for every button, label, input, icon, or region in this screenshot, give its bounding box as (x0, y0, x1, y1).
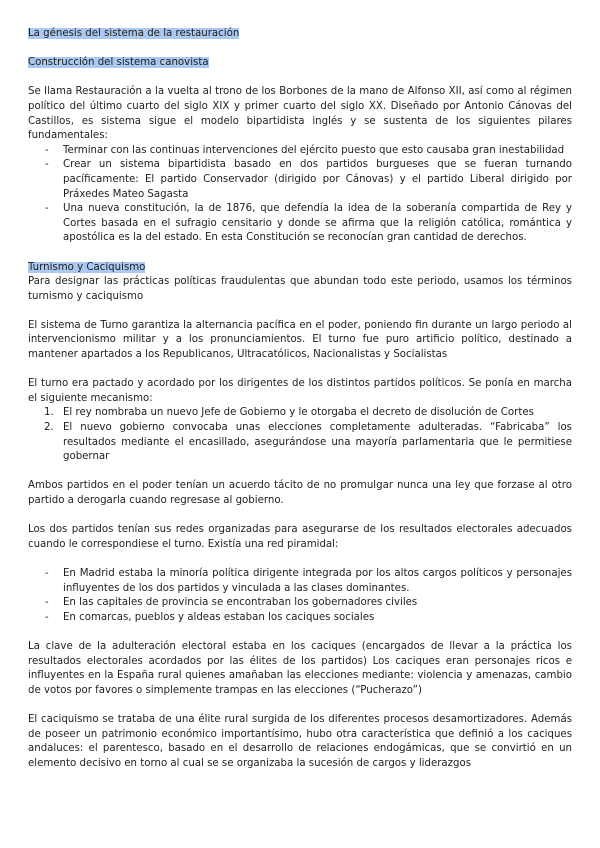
section-heading-turnismo: Turnismo y Caciquismo (28, 261, 146, 273)
list-item: - Crear un sistema bipartidista basado en dos partidos burgueses que se fueran turnando pacíficamente: El partido Conservador (dirigido por Cánovas) y el partido Liberal dirigido por Práxedes Mateo Sagasta (45, 159, 572, 200)
dash-marker: - (45, 567, 49, 579)
mechanism-list (28, 406, 572, 464)
list-item: - En las capitales de provincia se encontraban los gobernadores civiles (28, 596, 572, 611)
paragraph: Los dos partidos tenían sus redes organizadas para asegurarse de los resultados electorales adecuados cuando le correspondiese el turno. Existía una red piramidal: (28, 524, 572, 550)
dash-marker: - (45, 159, 49, 171)
list-item: 1. El rey nombraba un nuevo Jefe de Gobierno y le otorgaba el decreto de disolución de Cortes (28, 406, 572, 421)
paragraph-intro: Se llama Restauración a la vuelta al trono de los Borbones de la mano de Alfonso XII, así como al régimen político del último cuarto del siglo XIX y primer cuarto del siglo XX. Diseñado por Antonio Cánovas del Castillos, es sistema sigue el modelo bipartidista inglés y se sustenta de los siguientes pilares fundamentales: (28, 86, 572, 142)
paragraph: El sistema de Turno garantiza la alternancia pacífica en el poder, poniendo fin durante un largo periodo al intervencionismo militar y a los pronunciamientos. El turno fue puro artificio político, destinado a mantener apartados a los Republicanos, Ultracatólicos, Nacionalistas y Socialistas (28, 319, 572, 361)
list-item: 2. El nuevo gobierno convocaba unas elecciones completamente adulteradas. “Fabricaba” los resultados mediante el encasillado, asegurándose una mayoría parlamentaria que le permitiese gobernar (44, 422, 572, 463)
paragraph: Para designar las prácticas políticas fraudulentas que abundan todo este periodo, usamos los términos turnismo y caciquismo (28, 276, 572, 302)
dash-marker: - (45, 597, 49, 609)
section-heading-construccion: Construcción del sistema canovista (28, 57, 209, 69)
number-marker: 1. (44, 407, 54, 419)
list-item: - En comarcas, pueblos y aldeas estaban los caciques sociales (28, 611, 572, 626)
pyramid-list (28, 567, 572, 625)
list-item: - Terminar con las continuas intervenciones del ejército puesto que esto causaba gran inestabilidad (28, 144, 572, 159)
paragraph: El caciquismo se trataba de una élite rural surgida de los diferentes procesos desamortizadores. Además de poseer un patrimonio económico importantísimo, hubo otra característica que definió a los caciques andaluces: el parentesco, basado en el desarrollo de relaciones endogámicas, que se convirtió en un elemento decisivo en torno al cual se se organizaba la sucesión de cargos y liderazgos (28, 713, 572, 769)
number-marker: 2. (44, 422, 54, 434)
dash-marker: - (45, 144, 49, 156)
document-content (28, 27, 572, 771)
paragraph: La clave de la adulteración electoral estaba en los caciques (encargados de llevar a la práctica los resultados electorales acordados por las élites de los partidos) Los caciques eran personajes ricos e influyentes en la España rural quienes amañaban las elecciones mediante: violencia y amenazas, cambio de votos por favores o simplemente trampas en las elecciones (“Pucherazo”) (28, 640, 572, 696)
pillars-list (28, 144, 572, 246)
paragraph: El turno era pactado y acordado por los dirigentes de los distintos partidos políticos. Se ponía en marcha el siguiente mecanismo: (28, 378, 572, 404)
list-item: - Una nueva constitución, la de 1876, que defendía la idea de la soberanía compartida de Rey y Cortes basada en el sufragio censitario y donde se afirma que la religión católica, romántica y apostólica es la del estado. En esta Constitución se reconocían gran cantidad de derechos. (45, 203, 572, 244)
list-item: - En Madrid estaba la minoría política dirigente integrada por los altos cargos políticos y personajes influyentes de los dos partidos y vinculada a las clases dominantes. (45, 567, 572, 594)
dash-marker: - (45, 203, 49, 215)
paragraph: Ambos partidos en el poder tenían un acuerdo tácito de no promulgar nunca una ley que forzase al otro partido a derogarla cuando regresase al gobierno. (28, 480, 572, 506)
dash-marker: - (45, 611, 49, 623)
document-title: La génesis del sistema de la restauración (28, 28, 240, 39)
